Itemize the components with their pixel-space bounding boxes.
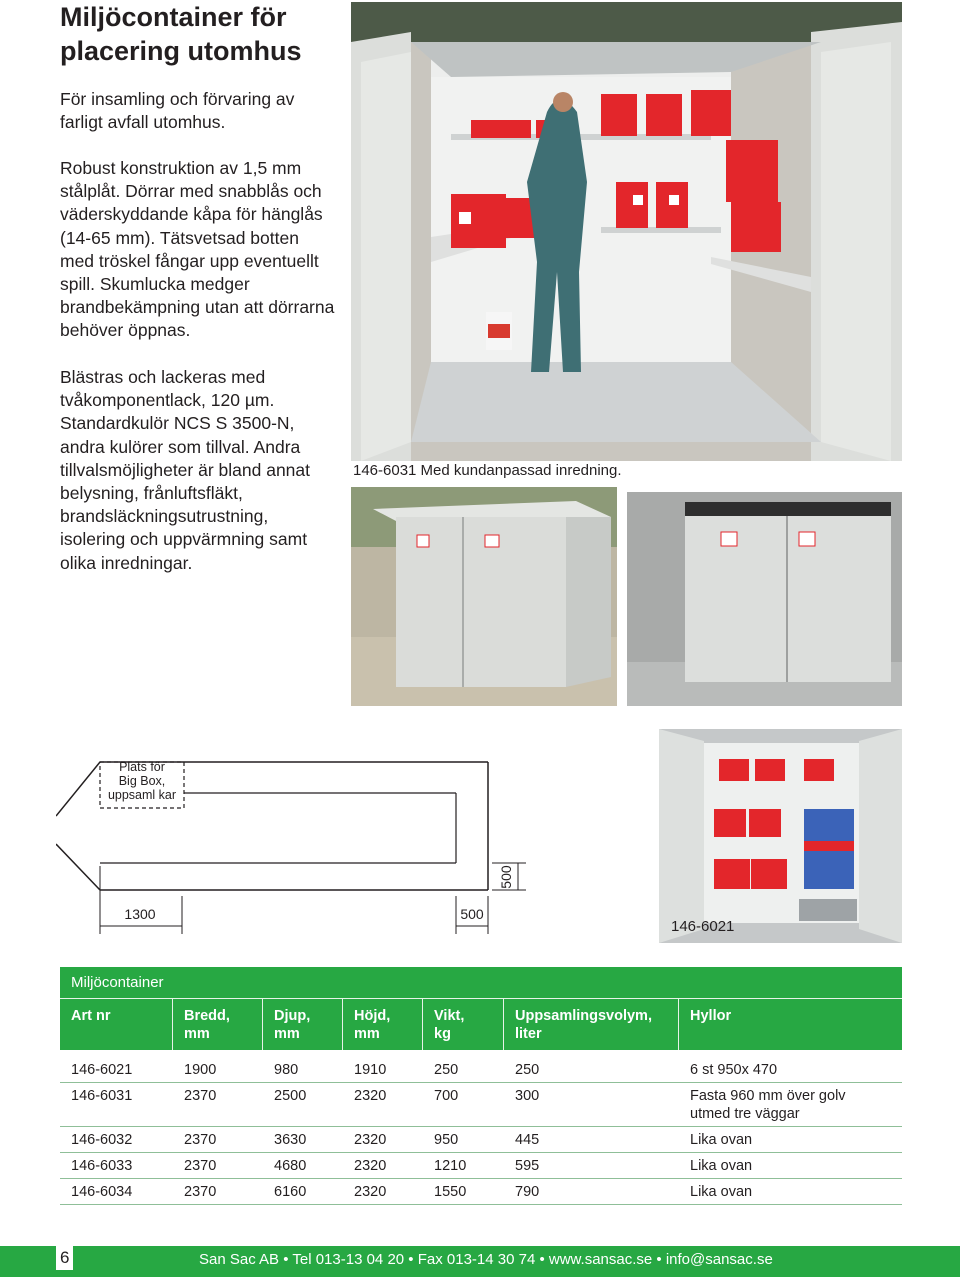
page-footer [0,1246,960,1277]
table-header [60,998,902,1050]
table-row: 146-6031 2370 2500 2320 700 300 Fasta 960 mm över golv utmed tre väggar [60,1083,902,1127]
table-row: 146-6033 2370 4680 2320 1210 595 Lika ovan [60,1153,902,1179]
dimension-depth: 500 [460,906,484,922]
product-table [60,967,902,1205]
main-container-photo [351,2,902,461]
dimension-height: 500 [498,865,514,889]
table-row: 146-6021 1900 980 1910 250 250 6 st 950x 470 [60,1057,902,1083]
page-number: 6 [56,1246,73,1270]
diagram-label-line3: uppsaml kar [107,788,177,802]
header-volym: Uppsamlingsvolym, liter [504,999,679,1050]
intro-text: För insamling och förvaring av farligt avfall utomhus. [60,89,295,133]
construction-text: Robust konstruktion av 1,5 mm stålplåt. Dörrar med snabblås och väderskyddande kåpa för hänglås (14-65 mm). Tätsvetsad botten med tröskel fångar upp eventuellt spill. Skumlucka medger brandbekämpning utan att dörrarna behöver öppnas. [60,158,335,341]
main-photo-caption: 146-6031 Med kundanpassad inredning. [353,462,622,479]
table-row: 146-6032 2370 3630 2320 950 445 Lika ovan [60,1127,902,1153]
header-djup: Djup, mm [263,999,343,1050]
diagram-label-line2: Big Box, [118,774,166,788]
outdoor-container-photo [351,487,617,706]
barrel-container-photo [659,729,902,943]
header-vikt: Vikt, kg [423,999,504,1050]
footer-contact-info: San Sac AB • Tel 013-13 04 20 • Fax 013-14 30 74 • www.sansac.se • info@sansac.se [199,1251,773,1268]
closed-container-photo [627,492,902,706]
table-title: Miljöcontainer [60,967,902,998]
table-row: 146-6034 2370 6160 2320 1550 790 Lika ovan [60,1179,902,1205]
dimension-length: 1300 [124,906,156,922]
shelf-diagram [56,756,526,936]
header-bredd: Bredd, mm [173,999,263,1050]
header-art-nr: Art nr [60,999,173,1050]
options-text: Blästras och lackeras med tvåkomponentlack, 120 µm. Standardkulör NCS S 3500-N, andra kulörer som tillval. Andra tillvalsmöjligheter är bland annat belysning, frånluftsfläkt, brandsläckningsutrustning, isolering och uppvärmning samt olika inredningar. [60,367,310,573]
small-photo-caption: 146-6021 [671,918,735,935]
page-title: Miljöcontainer för placering utomhus [60,2,302,66]
diagram-label-line1: Plats för [119,760,165,774]
header-hojd: Höjd, mm [343,999,423,1050]
header-hyllor: Hyllor [690,1008,732,1024]
